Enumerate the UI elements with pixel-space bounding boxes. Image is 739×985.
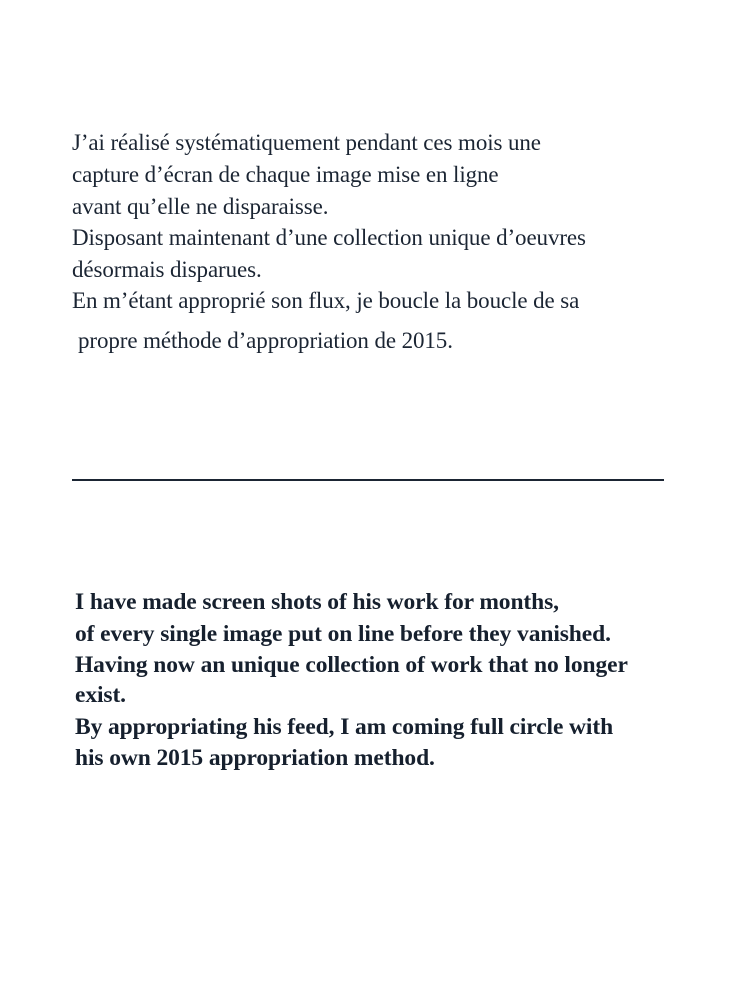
english-line: his own 2015 appropriation method. xyxy=(75,745,435,771)
french-line: capture d’écran de chaque image mise en ligne xyxy=(72,162,499,187)
english-line: By appropriating his feed, I am coming full circle with xyxy=(75,714,614,740)
english-line: I have made screen shots of his work for months, xyxy=(75,589,559,615)
french-line: avant qu’elle ne disparaisse. xyxy=(72,194,329,219)
french-line: J’ai réalisé systématiquement pendant ces mois une xyxy=(72,130,541,155)
english-line: Having now an unique collection of work that no longer xyxy=(75,652,628,678)
french-line: Disposant maintenant d’une collection unique d’oeuvres xyxy=(72,225,586,250)
french-line: propre méthode d’appropriation de 2015. xyxy=(78,328,453,353)
french-line: En m’étant approprié son flux, je boucle la boucle de sa xyxy=(72,288,580,313)
french-line: désormais disparues. xyxy=(72,257,262,282)
english-line: of every single image put on line before they vanished. xyxy=(75,621,611,647)
english-line: exist. xyxy=(75,682,126,708)
horizontal-divider xyxy=(72,479,664,481)
